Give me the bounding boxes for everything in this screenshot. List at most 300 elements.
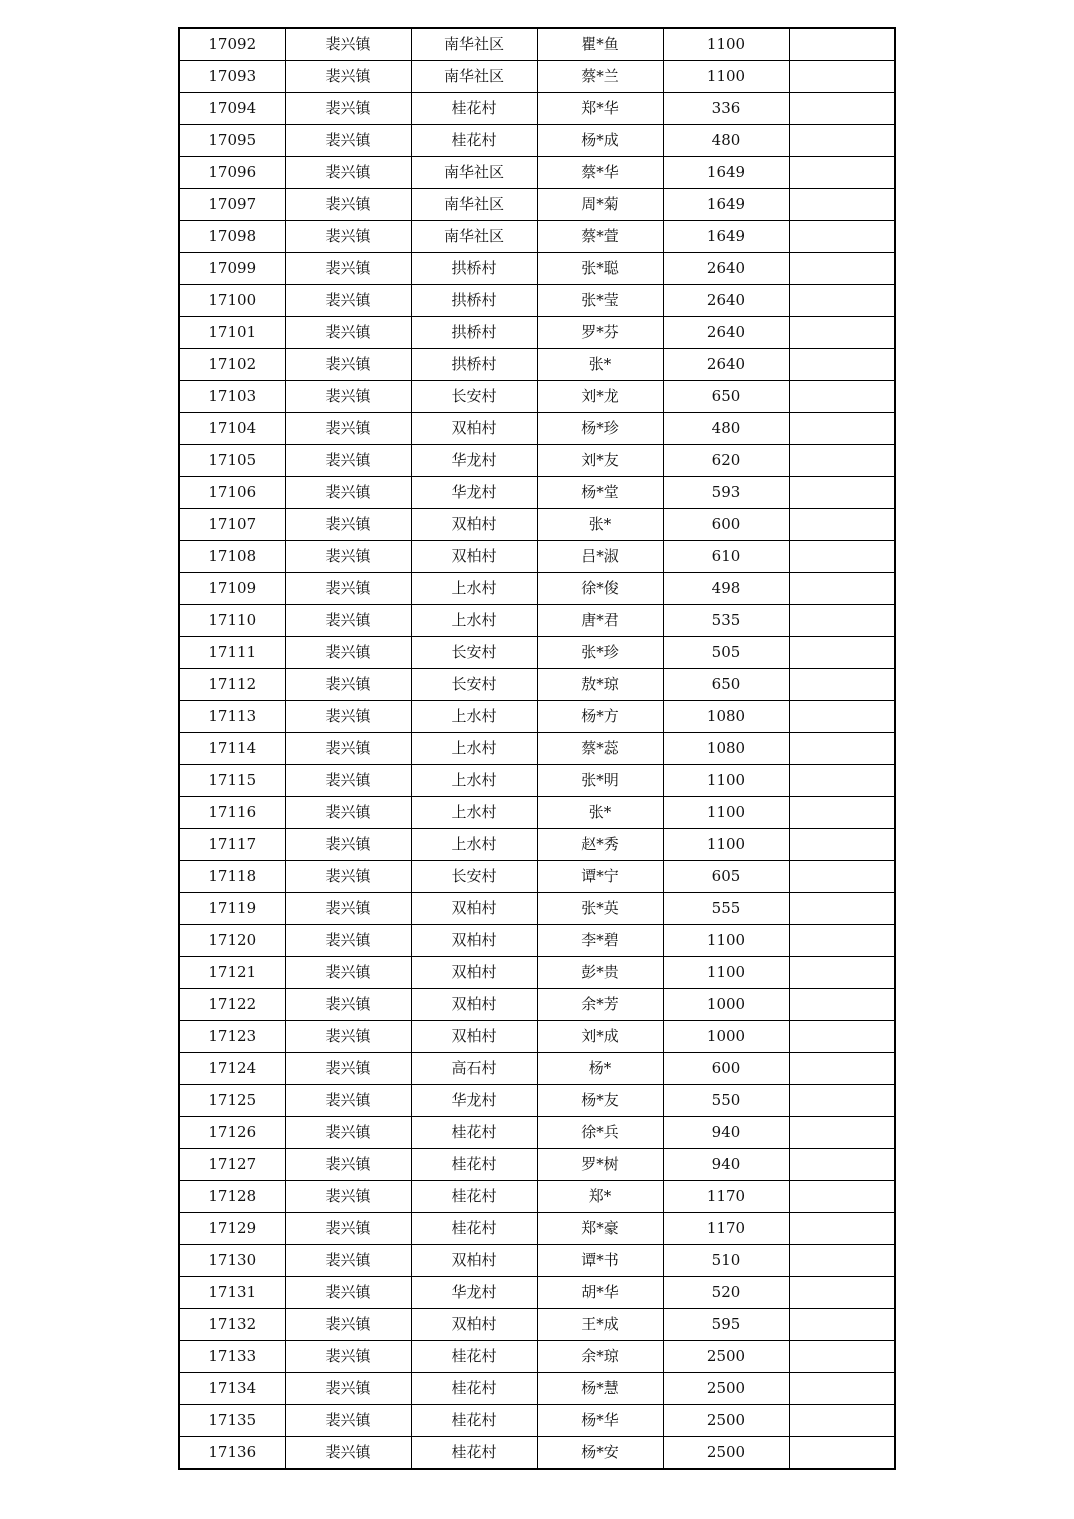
town-cell: 裴兴镇 (285, 541, 411, 573)
remark-cell (789, 1213, 895, 1245)
table-row (179, 1437, 895, 1470)
village-cell: 长安村 (411, 381, 537, 413)
name-cell: 张*莹 (537, 285, 663, 317)
serial-number-cell: 17116 (179, 797, 285, 829)
serial-number-cell: 17101 (179, 317, 285, 349)
town-cell: 裴兴镇 (285, 445, 411, 477)
table-row (179, 1021, 895, 1053)
village-cell: 南华社区 (411, 221, 537, 253)
table-row (179, 157, 895, 189)
remark-cell (789, 1405, 895, 1437)
serial-number-cell: 17114 (179, 733, 285, 765)
town-cell: 裴兴镇 (285, 477, 411, 509)
village-cell: 拱桥村 (411, 349, 537, 381)
town-cell: 裴兴镇 (285, 157, 411, 189)
remark-cell (789, 605, 895, 637)
name-cell: 彭*贵 (537, 957, 663, 989)
table-row (179, 221, 895, 253)
village-cell: 上水村 (411, 701, 537, 733)
amount-cell: 2640 (663, 285, 789, 317)
serial-number-cell: 17100 (179, 285, 285, 317)
serial-number-cell: 17133 (179, 1341, 285, 1373)
serial-number-cell: 17108 (179, 541, 285, 573)
table-row (179, 1117, 895, 1149)
serial-number-cell: 17097 (179, 189, 285, 221)
village-cell: 双柏村 (411, 541, 537, 573)
amount-cell: 1170 (663, 1213, 789, 1245)
table-body (179, 28, 895, 1469)
table-row (179, 989, 895, 1021)
amount-cell: 1100 (663, 829, 789, 861)
amount-cell: 480 (663, 413, 789, 445)
amount-cell: 940 (663, 1149, 789, 1181)
table-row (179, 93, 895, 125)
serial-number-cell: 17130 (179, 1245, 285, 1277)
serial-number-cell: 17096 (179, 157, 285, 189)
amount-cell: 1100 (663, 765, 789, 797)
town-cell: 裴兴镇 (285, 1405, 411, 1437)
table-row (179, 733, 895, 765)
serial-number-cell: 17128 (179, 1181, 285, 1213)
village-cell: 双柏村 (411, 509, 537, 541)
village-cell: 桂花村 (411, 1437, 537, 1470)
remark-cell (789, 93, 895, 125)
name-cell: 刘*成 (537, 1021, 663, 1053)
table-row (179, 957, 895, 989)
table-row (179, 605, 895, 637)
table-row (179, 285, 895, 317)
serial-number-cell: 17095 (179, 125, 285, 157)
amount-cell: 1080 (663, 701, 789, 733)
serial-number-cell: 17111 (179, 637, 285, 669)
remark-cell (789, 445, 895, 477)
name-cell: 蔡*兰 (537, 61, 663, 93)
town-cell: 裴兴镇 (285, 669, 411, 701)
data-table (178, 27, 896, 1470)
remark-cell (789, 829, 895, 861)
name-cell: 张* (537, 509, 663, 541)
serial-number-cell: 17094 (179, 93, 285, 125)
town-cell: 裴兴镇 (285, 861, 411, 893)
town-cell: 裴兴镇 (285, 189, 411, 221)
village-cell: 桂花村 (411, 1149, 537, 1181)
remark-cell (789, 1053, 895, 1085)
serial-number-cell: 17110 (179, 605, 285, 637)
serial-number-cell: 17125 (179, 1085, 285, 1117)
village-cell: 双柏村 (411, 1309, 537, 1341)
town-cell: 裴兴镇 (285, 221, 411, 253)
amount-cell: 510 (663, 1245, 789, 1277)
remark-cell (789, 957, 895, 989)
amount-cell: 610 (663, 541, 789, 573)
serial-number-cell: 17117 (179, 829, 285, 861)
town-cell: 裴兴镇 (285, 509, 411, 541)
table-row (179, 893, 895, 925)
town-cell: 裴兴镇 (285, 1277, 411, 1309)
town-cell: 裴兴镇 (285, 1213, 411, 1245)
table-row (179, 1309, 895, 1341)
remark-cell (789, 253, 895, 285)
amount-cell: 1100 (663, 28, 789, 61)
remark-cell (789, 1085, 895, 1117)
amount-cell: 1100 (663, 797, 789, 829)
table-row (179, 349, 895, 381)
serial-number-cell: 17093 (179, 61, 285, 93)
village-cell: 华龙村 (411, 445, 537, 477)
remark-cell (789, 28, 895, 61)
name-cell: 杨*安 (537, 1437, 663, 1470)
serial-number-cell: 17107 (179, 509, 285, 541)
name-cell: 唐*君 (537, 605, 663, 637)
village-cell: 双柏村 (411, 893, 537, 925)
town-cell: 裴兴镇 (285, 285, 411, 317)
remark-cell (789, 1373, 895, 1405)
amount-cell: 1100 (663, 925, 789, 957)
serial-number-cell: 17098 (179, 221, 285, 253)
serial-number-cell: 17109 (179, 573, 285, 605)
village-cell: 长安村 (411, 861, 537, 893)
table-row (179, 797, 895, 829)
town-cell: 裴兴镇 (285, 925, 411, 957)
name-cell: 余*琼 (537, 1341, 663, 1373)
amount-cell: 535 (663, 605, 789, 637)
village-cell: 上水村 (411, 797, 537, 829)
remark-cell (789, 1277, 895, 1309)
remark-cell (789, 1149, 895, 1181)
village-cell: 拱桥村 (411, 253, 537, 285)
remark-cell (789, 477, 895, 509)
serial-number-cell: 17102 (179, 349, 285, 381)
serial-number-cell: 17106 (179, 477, 285, 509)
name-cell: 刘*友 (537, 445, 663, 477)
table-row (179, 1341, 895, 1373)
name-cell: 罗*芬 (537, 317, 663, 349)
amount-cell: 1100 (663, 957, 789, 989)
village-cell: 长安村 (411, 637, 537, 669)
amount-cell: 600 (663, 509, 789, 541)
serial-number-cell: 17126 (179, 1117, 285, 1149)
village-cell: 桂花村 (411, 125, 537, 157)
remark-cell (789, 573, 895, 605)
name-cell: 郑*豪 (537, 1213, 663, 1245)
town-cell: 裴兴镇 (285, 349, 411, 381)
table-row (179, 1405, 895, 1437)
remark-cell (789, 989, 895, 1021)
remark-cell (789, 1181, 895, 1213)
table-row (179, 1085, 895, 1117)
town-cell: 裴兴镇 (285, 605, 411, 637)
town-cell: 裴兴镇 (285, 1341, 411, 1373)
serial-number-cell: 17122 (179, 989, 285, 1021)
serial-number-cell: 17112 (179, 669, 285, 701)
name-cell: 杨*堂 (537, 477, 663, 509)
town-cell: 裴兴镇 (285, 61, 411, 93)
name-cell: 罗*树 (537, 1149, 663, 1181)
village-cell: 华龙村 (411, 1085, 537, 1117)
remark-cell (789, 1341, 895, 1373)
serial-number-cell: 17105 (179, 445, 285, 477)
village-cell: 桂花村 (411, 1117, 537, 1149)
remark-cell (789, 733, 895, 765)
amount-cell: 2640 (663, 349, 789, 381)
name-cell: 张* (537, 349, 663, 381)
village-cell: 上水村 (411, 765, 537, 797)
name-cell: 徐*兵 (537, 1117, 663, 1149)
table-row (179, 253, 895, 285)
amount-cell: 593 (663, 477, 789, 509)
remark-cell (789, 1245, 895, 1277)
amount-cell: 600 (663, 1053, 789, 1085)
serial-number-cell: 17118 (179, 861, 285, 893)
name-cell: 蔡*萱 (537, 221, 663, 253)
serial-number-cell: 17092 (179, 28, 285, 61)
village-cell: 南华社区 (411, 157, 537, 189)
table-row (179, 61, 895, 93)
village-cell: 华龙村 (411, 477, 537, 509)
table-row (179, 477, 895, 509)
town-cell: 裴兴镇 (285, 1085, 411, 1117)
serial-number-cell: 17135 (179, 1405, 285, 1437)
town-cell: 裴兴镇 (285, 1181, 411, 1213)
name-cell: 胡*华 (537, 1277, 663, 1309)
remark-cell (789, 1117, 895, 1149)
village-cell: 双柏村 (411, 413, 537, 445)
serial-number-cell: 17103 (179, 381, 285, 413)
name-cell: 王*成 (537, 1309, 663, 1341)
table-row (179, 189, 895, 221)
amount-cell: 1170 (663, 1181, 789, 1213)
remark-cell (789, 221, 895, 253)
town-cell: 裴兴镇 (285, 253, 411, 285)
village-cell: 华龙村 (411, 1277, 537, 1309)
table-row (179, 509, 895, 541)
village-cell: 上水村 (411, 605, 537, 637)
remark-cell (789, 541, 895, 573)
village-cell: 桂花村 (411, 1341, 537, 1373)
village-cell: 长安村 (411, 669, 537, 701)
village-cell: 高石村 (411, 1053, 537, 1085)
name-cell: 瞿*鱼 (537, 28, 663, 61)
town-cell: 裴兴镇 (285, 989, 411, 1021)
name-cell: 徐*俊 (537, 573, 663, 605)
serial-number-cell: 17127 (179, 1149, 285, 1181)
table-row (179, 381, 895, 413)
town-cell: 裴兴镇 (285, 733, 411, 765)
remark-cell (789, 925, 895, 957)
amount-cell: 1100 (663, 61, 789, 93)
amount-cell: 2500 (663, 1373, 789, 1405)
amount-cell: 480 (663, 125, 789, 157)
serial-number-cell: 17132 (179, 1309, 285, 1341)
amount-cell: 1649 (663, 157, 789, 189)
amount-cell: 1000 (663, 989, 789, 1021)
town-cell: 裴兴镇 (285, 1373, 411, 1405)
remark-cell (789, 669, 895, 701)
village-cell: 双柏村 (411, 1021, 537, 1053)
town-cell: 裴兴镇 (285, 829, 411, 861)
town-cell: 裴兴镇 (285, 93, 411, 125)
amount-cell: 336 (663, 93, 789, 125)
amount-cell: 1000 (663, 1021, 789, 1053)
village-cell: 双柏村 (411, 989, 537, 1021)
remark-cell (789, 1437, 895, 1470)
village-cell: 双柏村 (411, 957, 537, 989)
remark-cell (789, 61, 895, 93)
amount-cell: 1649 (663, 189, 789, 221)
serial-number-cell: 17115 (179, 765, 285, 797)
name-cell: 杨*友 (537, 1085, 663, 1117)
remark-cell (789, 349, 895, 381)
town-cell: 裴兴镇 (285, 1437, 411, 1470)
amount-cell: 2500 (663, 1405, 789, 1437)
table-row (179, 861, 895, 893)
name-cell: 张*珍 (537, 637, 663, 669)
table-row (179, 1245, 895, 1277)
village-cell: 南华社区 (411, 61, 537, 93)
remark-cell (789, 893, 895, 925)
town-cell: 裴兴镇 (285, 1149, 411, 1181)
name-cell: 杨*方 (537, 701, 663, 733)
name-cell: 杨*珍 (537, 413, 663, 445)
table-row (179, 1277, 895, 1309)
town-cell: 裴兴镇 (285, 893, 411, 925)
amount-cell: 2500 (663, 1437, 789, 1470)
town-cell: 裴兴镇 (285, 701, 411, 733)
name-cell: 谭*书 (537, 1245, 663, 1277)
name-cell: 郑*华 (537, 93, 663, 125)
amount-cell: 620 (663, 445, 789, 477)
town-cell: 裴兴镇 (285, 957, 411, 989)
town-cell: 裴兴镇 (285, 1021, 411, 1053)
name-cell: 杨*慧 (537, 1373, 663, 1405)
amount-cell: 650 (663, 669, 789, 701)
table-row (179, 125, 895, 157)
name-cell: 张*英 (537, 893, 663, 925)
name-cell: 张*聪 (537, 253, 663, 285)
village-cell: 拱桥村 (411, 285, 537, 317)
town-cell: 裴兴镇 (285, 28, 411, 61)
serial-number-cell: 17099 (179, 253, 285, 285)
table-row (179, 1373, 895, 1405)
serial-number-cell: 17121 (179, 957, 285, 989)
village-cell: 南华社区 (411, 28, 537, 61)
name-cell: 张*明 (537, 765, 663, 797)
town-cell: 裴兴镇 (285, 797, 411, 829)
name-cell: 李*碧 (537, 925, 663, 957)
village-cell: 双柏村 (411, 1245, 537, 1277)
table-row (179, 1213, 895, 1245)
village-cell: 桂花村 (411, 1405, 537, 1437)
name-cell: 刘*龙 (537, 381, 663, 413)
amount-cell: 550 (663, 1085, 789, 1117)
village-cell: 上水村 (411, 573, 537, 605)
town-cell: 裴兴镇 (285, 765, 411, 797)
serial-number-cell: 17124 (179, 1053, 285, 1085)
town-cell: 裴兴镇 (285, 317, 411, 349)
serial-number-cell: 17123 (179, 1021, 285, 1053)
name-cell: 赵*秀 (537, 829, 663, 861)
amount-cell: 2640 (663, 253, 789, 285)
serial-number-cell: 17136 (179, 1437, 285, 1470)
remark-cell (789, 509, 895, 541)
name-cell: 蔡*华 (537, 157, 663, 189)
table-row (179, 573, 895, 605)
amount-cell: 505 (663, 637, 789, 669)
amount-cell: 940 (663, 1117, 789, 1149)
remark-cell (789, 765, 895, 797)
table-row (179, 669, 895, 701)
table-row (179, 1181, 895, 1213)
name-cell: 杨*成 (537, 125, 663, 157)
name-cell: 杨* (537, 1053, 663, 1085)
town-cell: 裴兴镇 (285, 1117, 411, 1149)
town-cell: 裴兴镇 (285, 413, 411, 445)
amount-cell: 2640 (663, 317, 789, 349)
amount-cell: 2500 (663, 1341, 789, 1373)
remark-cell (789, 157, 895, 189)
name-cell: 吕*淑 (537, 541, 663, 573)
table-row (179, 28, 895, 61)
amount-cell: 555 (663, 893, 789, 925)
remark-cell (789, 1021, 895, 1053)
remark-cell (789, 1309, 895, 1341)
village-cell: 桂花村 (411, 1213, 537, 1245)
remark-cell (789, 861, 895, 893)
remark-cell (789, 797, 895, 829)
table-row (179, 701, 895, 733)
serial-number-cell: 17104 (179, 413, 285, 445)
table-row (179, 925, 895, 957)
table-row (179, 413, 895, 445)
remark-cell (789, 381, 895, 413)
name-cell: 杨*华 (537, 1405, 663, 1437)
village-cell: 桂花村 (411, 93, 537, 125)
remark-cell (789, 189, 895, 221)
village-cell: 桂花村 (411, 1181, 537, 1213)
name-cell: 张* (537, 797, 663, 829)
town-cell: 裴兴镇 (285, 125, 411, 157)
village-cell: 南华社区 (411, 189, 537, 221)
serial-number-cell: 17113 (179, 701, 285, 733)
town-cell: 裴兴镇 (285, 1245, 411, 1277)
table-row (179, 1053, 895, 1085)
serial-number-cell: 17129 (179, 1213, 285, 1245)
name-cell: 谭*宁 (537, 861, 663, 893)
serial-number-cell: 17120 (179, 925, 285, 957)
village-cell: 上水村 (411, 733, 537, 765)
table-row (179, 317, 895, 349)
village-cell: 双柏村 (411, 925, 537, 957)
remark-cell (789, 637, 895, 669)
name-cell: 敖*琼 (537, 669, 663, 701)
town-cell: 裴兴镇 (285, 573, 411, 605)
serial-number-cell: 17134 (179, 1373, 285, 1405)
table-row (179, 765, 895, 797)
table-row (179, 445, 895, 477)
village-cell: 上水村 (411, 829, 537, 861)
table-row (179, 637, 895, 669)
town-cell: 裴兴镇 (285, 1053, 411, 1085)
remark-cell (789, 701, 895, 733)
table-row (179, 1149, 895, 1181)
serial-number-cell: 17119 (179, 893, 285, 925)
remark-cell (789, 285, 895, 317)
town-cell: 裴兴镇 (285, 1309, 411, 1341)
village-cell: 桂花村 (411, 1373, 537, 1405)
serial-number-cell: 17131 (179, 1277, 285, 1309)
table-row (179, 541, 895, 573)
village-cell: 拱桥村 (411, 317, 537, 349)
